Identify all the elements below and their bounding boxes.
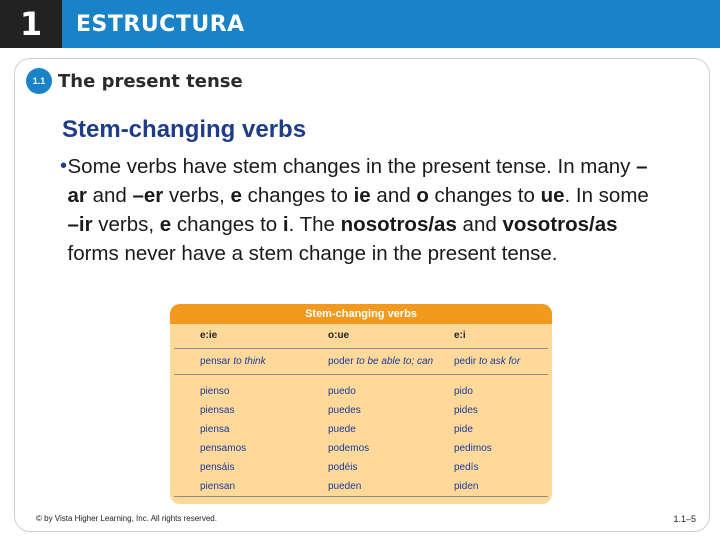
- table-title: Stem-changing verbs: [170, 304, 552, 324]
- bullet-bold-term: ie: [353, 184, 371, 207]
- conjugated-form: podemos: [328, 443, 370, 454]
- bullet-text-segment: changes to: [241, 184, 354, 207]
- bullet-bold-term: e: [159, 213, 172, 236]
- bullet-bold-term: ue: [540, 184, 565, 207]
- chapter-number: 1: [0, 0, 62, 48]
- infinitive-row: [454, 356, 520, 367]
- table-divider: [174, 348, 548, 349]
- conjugated-form: podéis: [328, 462, 358, 473]
- conjugated-form: puede: [328, 424, 356, 435]
- conjugated-form: pide: [454, 424, 473, 435]
- stem-changing-verbs-table: [170, 304, 552, 504]
- bullet-text-segment: and: [456, 213, 503, 236]
- conjugated-form: pensáis: [200, 462, 235, 473]
- conjugated-form: puedo: [328, 386, 356, 397]
- section-heading: [26, 68, 243, 94]
- conjugated-form: piden: [454, 481, 479, 492]
- bullet-bold-term: –ar: [67, 155, 648, 207]
- conjugated-form: pido: [454, 386, 473, 397]
- bullet-text-segment: and: [370, 184, 417, 207]
- conjugation-list: [454, 382, 492, 496]
- chapter-header: [0, 0, 720, 48]
- bullet-bold-term: nosotros/as: [340, 213, 457, 236]
- infinitive: pensar: [200, 356, 231, 367]
- bullet-text-segment: forms never have a stem change in the present tense.: [67, 242, 558, 265]
- bullet-text-segment: . The: [288, 213, 341, 236]
- bullet-text-segment: changes to: [428, 184, 541, 207]
- column-head: o:ue: [328, 330, 350, 341]
- bullet-text-segment: verbs,: [163, 184, 231, 207]
- section-badge: 1.1: [26, 68, 52, 94]
- slide-title: Stem-changing verbs: [62, 116, 307, 143]
- conjugated-form: piensas: [200, 405, 235, 416]
- copyright-notice: © by Vista Higher Learning, Inc. All rights reserved.: [36, 514, 217, 523]
- column-head: e:ie: [200, 330, 218, 341]
- bullet-text-segment: . In some: [564, 184, 649, 207]
- chapter-title: ESTRUCTURA: [76, 11, 245, 37]
- bullet-bold-term: o: [416, 184, 429, 207]
- table-divider: [174, 496, 548, 497]
- bullet-bold-term: i: [282, 213, 289, 236]
- bullet-bold-term: –er: [132, 184, 164, 207]
- conjugated-form: pedimos: [454, 443, 492, 454]
- bullet-point: [60, 152, 660, 268]
- conjugation-list: [328, 382, 369, 496]
- meaning: to think: [233, 356, 266, 367]
- table-body: [170, 324, 552, 504]
- bullet-text-segment: verbs,: [92, 213, 160, 236]
- conjugated-form: piensan: [200, 481, 236, 492]
- conjugated-form: pensamos: [200, 443, 247, 454]
- column-head: e:i: [454, 330, 466, 341]
- conjugated-form: pedís: [454, 462, 479, 473]
- infinitive-row: [200, 356, 266, 367]
- meaning: to be able to; can: [356, 356, 434, 367]
- bullet-text-segment: changes to: [171, 213, 283, 236]
- infinitive: poder: [328, 356, 354, 367]
- page-number: 1.1–5: [673, 514, 696, 524]
- conjugated-form: pienso: [200, 386, 230, 397]
- infinitive: pedir: [454, 356, 477, 367]
- bullet-text-segment: and: [86, 184, 133, 207]
- bullet-bold-term: –ir: [67, 213, 93, 236]
- bullet-text-segment: Some verbs have stem changes in the present tense. In many: [67, 155, 637, 178]
- bullet-marker: •: [60, 155, 68, 177]
- table-divider: [174, 374, 548, 375]
- conjugated-form: pueden: [328, 481, 362, 492]
- section-title: The present tense: [58, 70, 243, 92]
- infinitive-row: [328, 356, 433, 367]
- meaning: to ask for: [479, 356, 521, 367]
- conjugated-form: piensa: [200, 424, 230, 435]
- conjugated-form: puedes: [328, 405, 361, 416]
- conjugated-form: pides: [454, 405, 478, 416]
- bullet-bold-term: vosotros/as: [502, 213, 618, 236]
- conjugation-list: [200, 382, 246, 496]
- bullet-bold-term: e: [230, 184, 242, 207]
- bullet-text: [68, 152, 661, 268]
